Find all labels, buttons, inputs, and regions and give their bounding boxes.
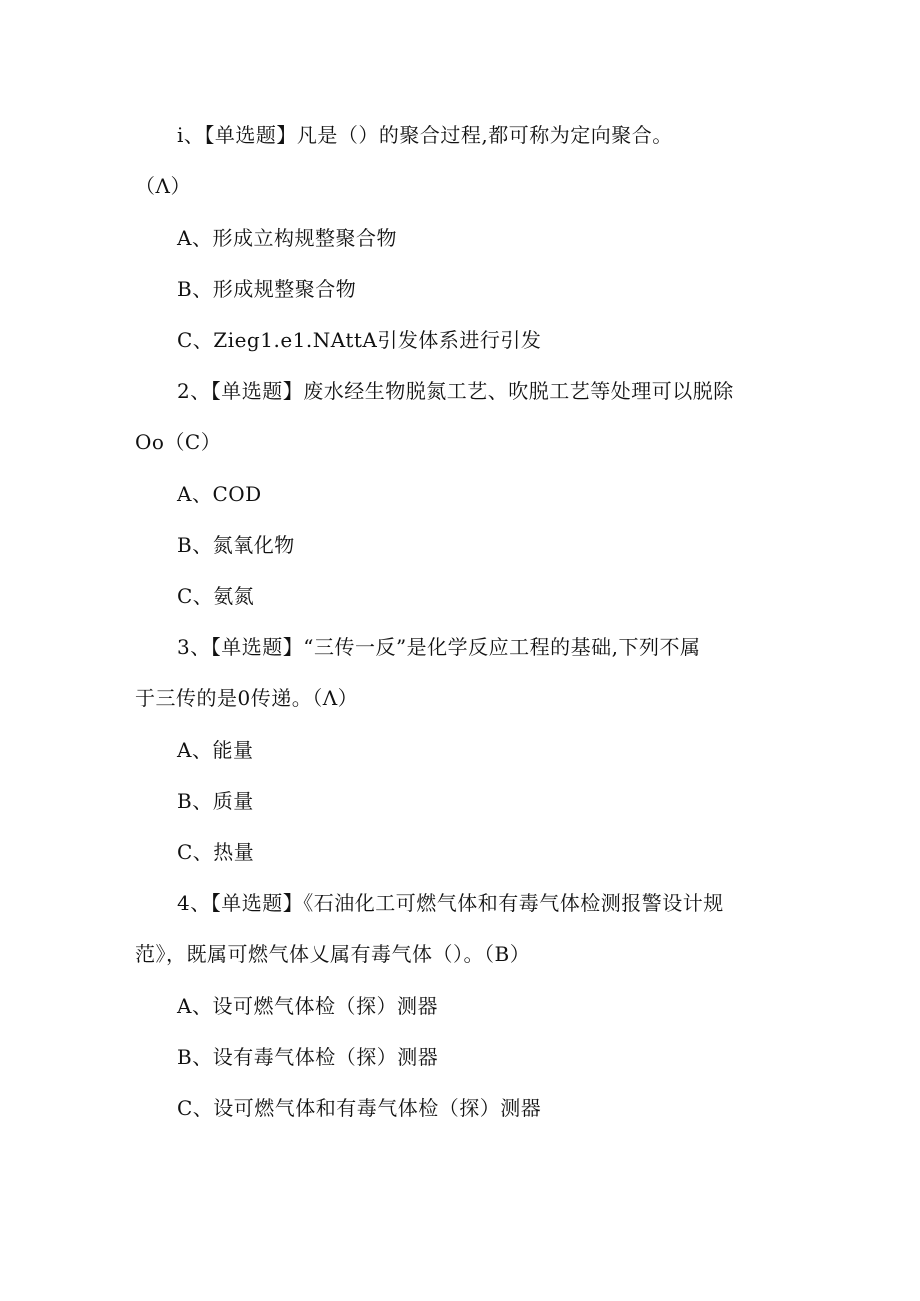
question-1-option-b: B、形成规整聚合物 [177,277,357,301]
question-1-answer: （Λ） [135,174,191,198]
question-1-option-a: A、形成立构规整聚合物 [177,226,397,250]
question-4-text: 4、【单选题】《石油化工可燃气体和有毒气体检测报警设计规 [177,891,724,915]
question-1-text: i、【单选题】凡是（）的聚合过程,都可称为定向聚合。 [177,123,673,147]
question-4-option-c: C、设可燃气体和有毒气体检（探）测器 [177,1096,542,1120]
question-2-option-a: A、COD [177,482,262,506]
question-3-option-a: A、能量 [177,738,254,762]
question-3-answer: 于三传的是0传递。（Λ） [135,686,359,710]
question-3-option-c: C、热量 [177,840,255,864]
question-2-text: 2、【单选题】废水经生物脱氮工艺、吹脱工艺等处理可以脱除 [177,379,734,403]
question-2-option-c: C、氨氮 [177,584,255,608]
question-1-option-c: C、Zieg1.e1.NAttA引发体系进行引发 [177,328,542,352]
question-2-option-b: B、氮氧化物 [177,533,295,557]
question-3-text: 3、【单选题】“三传一反”是化学反应工程的基础,下列不属 [177,635,701,659]
question-4-answer: 范》，既属可燃气体乂属有毒气体（）。（B） [135,942,531,966]
question-3-option-b: B、质量 [177,789,254,813]
question-4-option-b: B、设有毒气体检（探）测器 [177,1045,439,1069]
question-2-answer: Oo（C） [135,430,222,454]
question-4-option-a: A、设可燃气体检（探）测器 [177,994,438,1018]
